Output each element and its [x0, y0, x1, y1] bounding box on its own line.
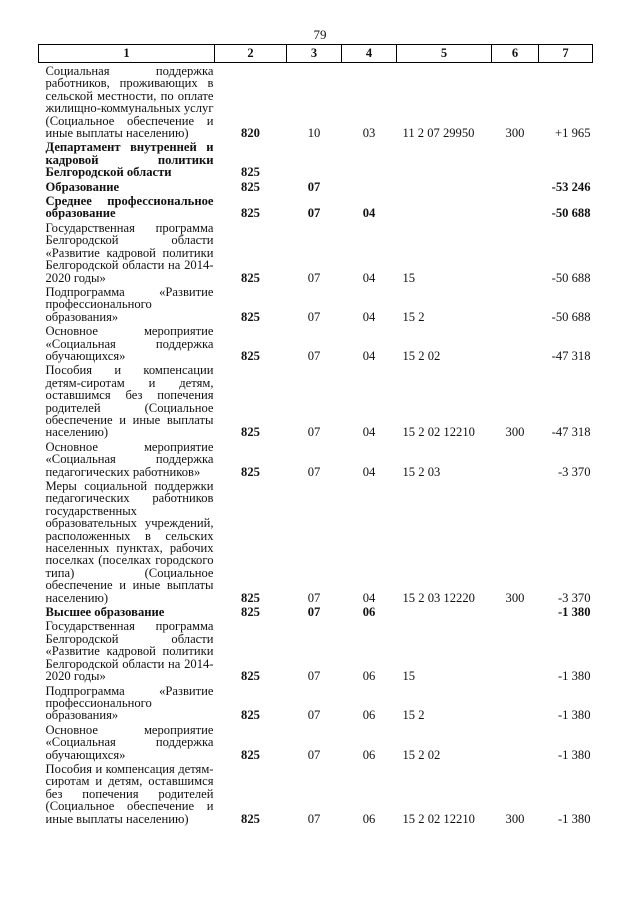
row-subsection-cell: 04: [362, 348, 376, 363]
row-subsection-cell: 04: [362, 309, 376, 324]
row-expense-type-cell: [492, 323, 539, 362]
table-row: [39, 683, 593, 722]
row-amount-cell: -1 380: [557, 708, 591, 723]
header-col-7: 7: [539, 45, 593, 63]
row-expense-type-cell: 300: [505, 590, 525, 605]
row-amount-cell: -50 688: [551, 309, 591, 324]
row-section-cell: 07: [307, 605, 321, 620]
row-subsection-cell: 06: [362, 669, 376, 684]
row-admin-code-cell: 825: [241, 708, 260, 723]
row-expense-type-cell: [492, 179, 539, 193]
row-subsection-cell: 04: [362, 425, 376, 440]
row-section-cell: 07: [307, 747, 321, 762]
row-expense-type-cell: [492, 604, 539, 618]
row-target-article-cell: 15 2: [402, 309, 425, 324]
row-amount-cell: -1 380: [557, 605, 591, 620]
row-amount-cell: -1 380: [557, 669, 591, 684]
row-expense-type-cell: 300: [505, 126, 525, 141]
row-admin-code-cell: 825: [241, 464, 260, 479]
row-expense-type-cell: [492, 439, 539, 478]
row-expense-type-cell: [492, 220, 539, 284]
header-col-4: 4: [342, 45, 397, 63]
row-name-cell: Основное мероприятие «Социальная поддержка обучающихся»: [45, 722, 214, 762]
row-amount-cell: -53 246: [551, 179, 591, 194]
row-section-cell: 07: [307, 425, 321, 440]
row-target-article-cell: 15 2 03: [402, 464, 441, 479]
row-section-cell: 07: [307, 708, 321, 723]
row-admin-code-cell: 825: [241, 425, 260, 440]
row-section-cell: 07: [307, 348, 321, 363]
row-admin-code-cell: 825: [241, 179, 260, 194]
row-amount-cell: -47 318: [551, 425, 591, 440]
row-section-cell: 07: [307, 669, 321, 684]
row-section-cell: [287, 139, 342, 178]
row-admin-code-cell: 825: [241, 309, 260, 324]
row-admin-code-cell: 825: [241, 811, 260, 826]
row-subsection-cell: 06: [362, 811, 376, 826]
row-expense-type-cell: 300: [505, 425, 525, 440]
row-subsection-cell: [342, 179, 397, 193]
row-section-cell: 07: [307, 309, 321, 324]
row-admin-code-cell: 825: [241, 747, 260, 762]
row-target-article-cell: [397, 193, 492, 220]
row-target-article-cell: [397, 604, 492, 618]
row-expense-type-cell: 300: [505, 811, 525, 826]
row-name-cell: Среднее профессиональное образование: [45, 194, 214, 221]
table-row: [39, 604, 593, 618]
row-expense-type-cell: [492, 683, 539, 722]
row-target-article-cell: 15 2 02 12210: [402, 811, 475, 826]
row-admin-code-cell: 825: [241, 605, 260, 620]
table-row: [39, 618, 593, 682]
row-name-cell: Пособия и компенсации детям-сиротам и детям, оставшимся без попечения родителей (Социальное обеспечение и иные выплаты населению): [45, 363, 214, 440]
row-target-article-cell: 15: [402, 270, 416, 285]
row-subsection-cell: 06: [362, 605, 376, 620]
page-number: 79: [313, 27, 327, 42]
row-subsection-cell: [342, 139, 397, 178]
header-col-1: 1: [39, 45, 215, 63]
row-name-cell: Основное мероприятие «Социальная поддержка педагогических работников»: [45, 439, 214, 479]
row-amount-cell: -47 318: [551, 348, 591, 363]
row-name-cell: Подпрограмма «Развитие профессионального образования»: [45, 284, 214, 324]
row-target-article-cell: [397, 179, 492, 193]
row-name-cell: Государственная программа Белгородской области «Развитие кадровой политики Белгородской области на 2014-2020 годы»: [45, 220, 214, 285]
row-name-cell: Меры социальной поддержки педагогических работников государственных образовательных учреждений, расположенных в сельских населенных пунктах, рабочих поселках (поселках городского типа) (Социальное обеспечение и иные выплаты населению): [45, 479, 214, 605]
table-row: [39, 761, 593, 825]
row-target-article-cell: 15 2 02: [402, 348, 441, 363]
table-row: [39, 722, 593, 761]
row-subsection-cell: 06: [362, 747, 376, 762]
table-row: [39, 478, 593, 604]
table-row: [39, 439, 593, 478]
row-expense-type-cell: [492, 193, 539, 220]
row-amount-cell: -3 370: [557, 464, 591, 479]
table-row: [39, 362, 593, 438]
row-target-article-cell: 15: [402, 669, 416, 684]
row-target-article-cell: [397, 139, 492, 178]
row-name-cell: Пособия и компенсация детям-сиротам и детям, оставшимся без попечения родителей (Социальное обеспечение и иные выплаты населению): [45, 761, 214, 826]
row-subsection-cell: 04: [362, 590, 376, 605]
row-name-cell: Основное мероприятие «Социальная поддержка обучающихся»: [45, 324, 214, 363]
row-subsection-cell: 04: [362, 270, 376, 285]
row-name-cell: Социальная поддержка работников, проживающих в сельской местности, по оплате жилищно-коммунальных услуг (Социальное обеспечение и иные выплаты населению): [45, 64, 214, 141]
row-name-cell: Образование: [45, 179, 120, 194]
row-section-cell: 10: [307, 126, 321, 141]
table-header: [39, 45, 593, 63]
row-amount-cell: +1 965: [555, 126, 591, 141]
row-subsection-cell: 04: [362, 206, 376, 221]
row-section-cell: 07: [307, 206, 321, 221]
row-expense-type-cell: [492, 139, 539, 178]
row-amount-cell: [539, 139, 593, 178]
header-col-3: 3: [287, 45, 342, 63]
row-name-cell: Государственная программа Белгородской области «Развитие кадровой политики Белгородской области на 2014-2020 годы»: [45, 619, 214, 684]
table-row: [39, 179, 593, 193]
table-row: [39, 193, 593, 220]
header-row: [39, 45, 593, 63]
row-admin-code-cell: 825: [241, 348, 260, 363]
row-section-cell: 07: [307, 811, 321, 826]
row-admin-code-cell: 825: [241, 165, 260, 180]
table-row: [39, 284, 593, 323]
table-row: [39, 323, 593, 362]
row-section-cell: 07: [307, 464, 321, 479]
row-amount-cell: -50 688: [551, 206, 591, 221]
row-target-article-cell: 11 2 07 29950: [402, 126, 475, 141]
budget-table: [38, 44, 593, 825]
row-amount-cell: -50 688: [551, 270, 591, 285]
row-section-cell: 07: [307, 590, 321, 605]
row-target-article-cell: 15 2 02: [402, 747, 441, 762]
row-amount-cell: -1 380: [557, 747, 591, 762]
header-col-2: 2: [215, 45, 287, 63]
row-section-cell: 07: [307, 179, 321, 194]
row-admin-code-cell: 825: [241, 270, 260, 285]
row-amount-cell: -3 370: [557, 590, 591, 605]
header-col-5: 5: [397, 45, 492, 63]
row-section-cell: 07: [307, 270, 321, 285]
row-admin-code-cell: 825: [241, 669, 260, 684]
row-subsection-cell: 03: [362, 126, 376, 141]
row-amount-cell: -1 380: [557, 811, 591, 826]
row-target-article-cell: 15 2: [402, 708, 425, 723]
row-admin-code-cell: 825: [241, 590, 260, 605]
row-name-cell: Подпрограмма «Развитие профессионального образования»: [45, 683, 214, 723]
row-target-article-cell: 15 2 02 12210: [402, 425, 475, 440]
table-row: [39, 139, 593, 178]
row-expense-type-cell: [492, 284, 539, 323]
row-expense-type-cell: [492, 618, 539, 682]
row-name-cell: Высшее образование: [45, 605, 165, 620]
table-body: [39, 63, 593, 825]
table-row: [39, 63, 593, 140]
row-subsection-cell: 06: [362, 708, 376, 723]
row-target-article-cell: 15 2 03 12220: [402, 590, 475, 605]
row-admin-code-cell: 825: [241, 206, 260, 221]
row-admin-code-cell: 820: [241, 126, 260, 141]
row-subsection-cell: 04: [362, 464, 376, 479]
row-name-cell: Департамент внутренней и кадровой политики Белгородской области: [45, 140, 214, 180]
table-row: [39, 220, 593, 284]
row-expense-type-cell: [492, 722, 539, 761]
header-col-6: 6: [492, 45, 539, 63]
